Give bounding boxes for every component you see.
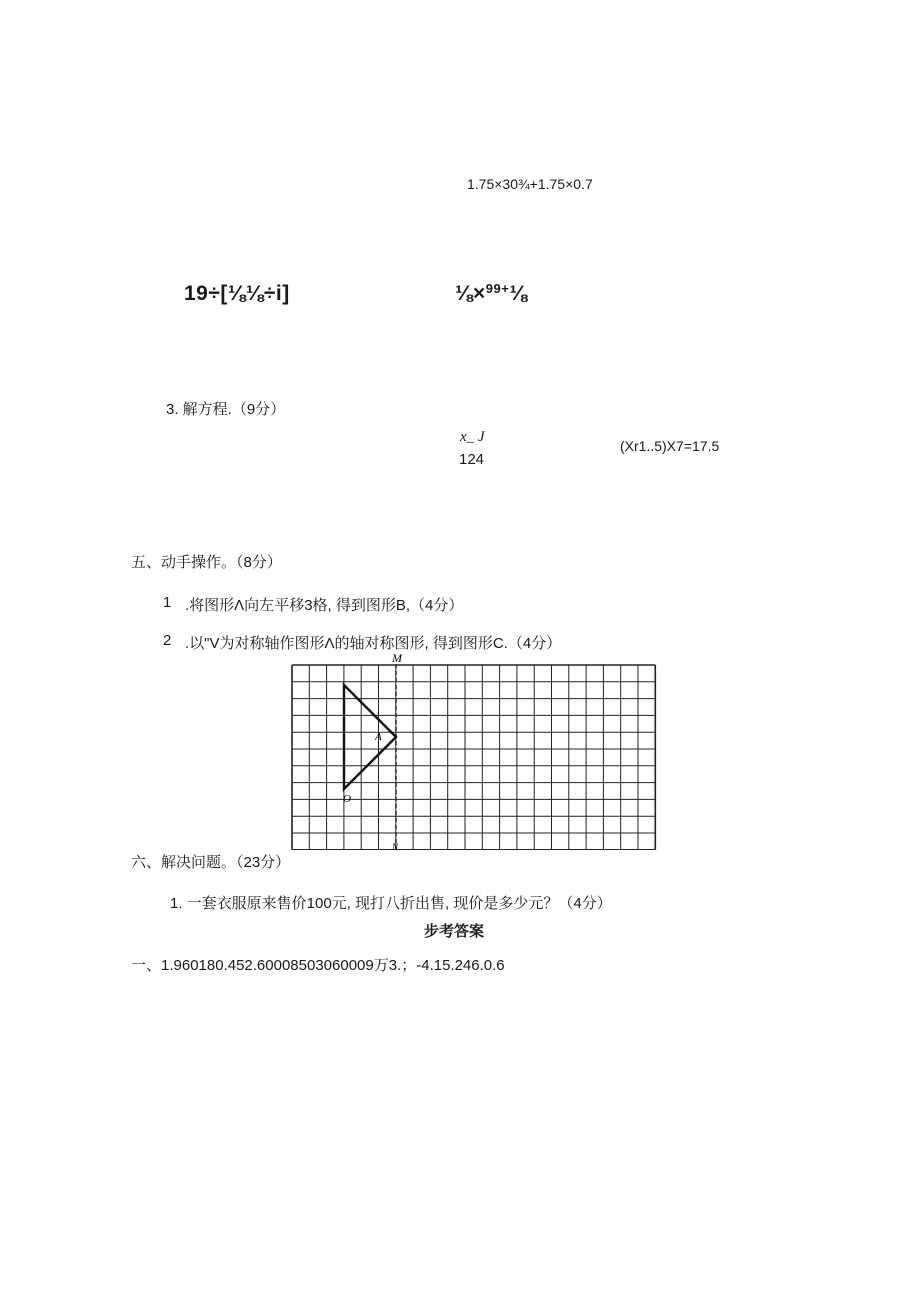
calc-expression-1: 1.75×30¾+1.75×0.7 [467, 176, 593, 192]
label-m: M [392, 652, 402, 665]
figure-a-triangle [344, 685, 396, 789]
section5-q2-number: 2 [163, 632, 172, 649]
equations-heading: 3. 解方程.（9分） [166, 401, 286, 418]
grid-svg [287, 652, 659, 850]
answers-title: 步考答案 [424, 923, 485, 940]
equation-1-bottom: 124 [459, 451, 485, 468]
answers-line-1: 一、1.960180.452.60008503060009万3.；-4.15.246.0.6 [131, 957, 505, 974]
section6-q1: 1. 一套衣服原来售价100元, 现打八折出售, 现价是多少元？（4分） [170, 895, 612, 912]
section5-q1-number: 1 [163, 594, 172, 611]
label-n: N [392, 842, 399, 850]
label-a: A [375, 731, 382, 743]
section5-q1-text: .将图形Λ向左平移3格, 得到图形B,（4分） [185, 597, 464, 614]
grid-figure [287, 652, 659, 850]
calc-expression-3 [455, 282, 527, 306]
calc-expression-3-part-b: ⅛ [509, 282, 528, 305]
equation-1-top: x_ J [460, 429, 485, 445]
calc-expression-3-superscript: 99+ [485, 281, 510, 296]
calc-expression-2: 19÷[⅛⅛÷i] [184, 282, 290, 305]
section6-heading: 六、解决问题。（23分） [131, 854, 291, 871]
grid-lines [292, 665, 655, 850]
section5-q2-text: .以"V为对称轴作图形Λ的轴对称图形, 得到图形C.（4分） [185, 635, 562, 652]
calc-expression-3-part-a: ⅛× [455, 282, 486, 305]
section5-heading: 五、动手操作。（8分） [131, 554, 282, 571]
label-o: O [343, 793, 351, 805]
equation-2: (Xr1..5)X7=17.5 [620, 438, 720, 454]
